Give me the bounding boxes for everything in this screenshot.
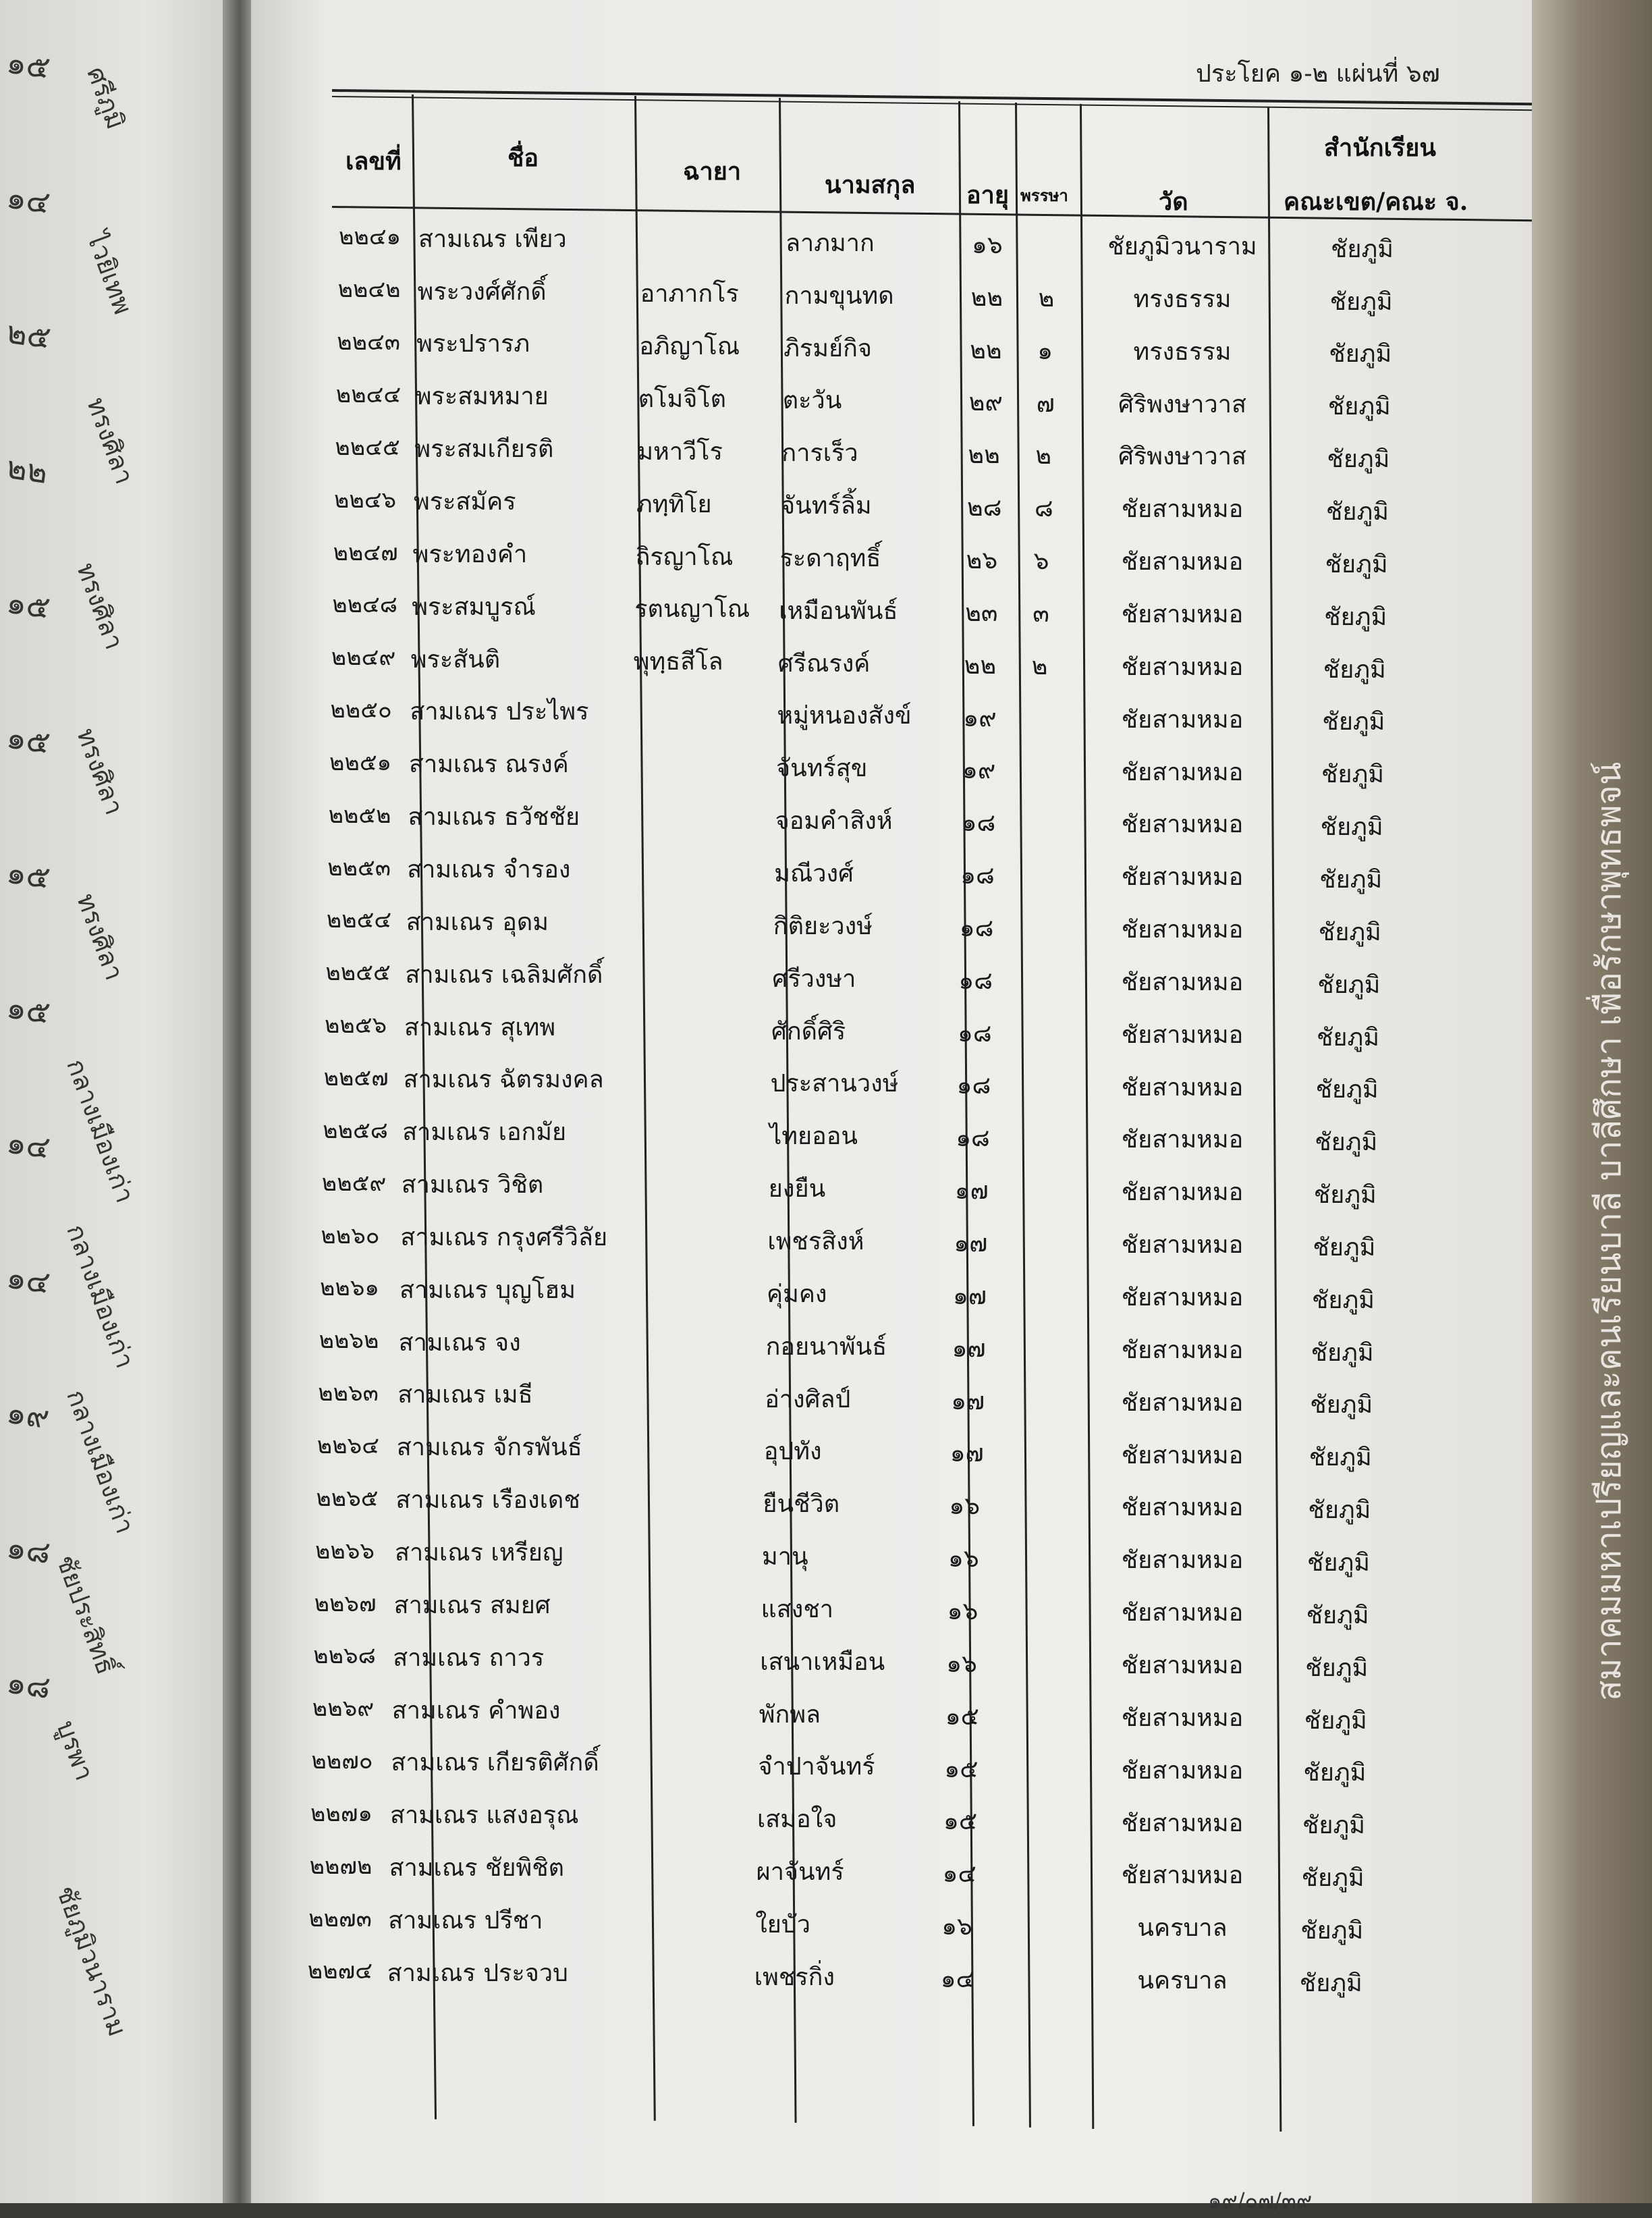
cell-surname: ศักดิ์ศิริ — [771, 1017, 846, 1046]
left-page-word: ชัยภูมิวนาราม — [51, 1882, 133, 2040]
cell-office: ชัยภูมิ — [1315, 1129, 1378, 1157]
cell-alias: อาภากโร — [640, 280, 739, 308]
cell-no: ๒๒๖๔ — [316, 1432, 379, 1459]
cell-name: สามเณร เมธี — [397, 1381, 533, 1409]
cell-age: ๑๘ — [956, 1125, 990, 1153]
cell-name: สามเณร ประจวบ — [387, 1959, 568, 1987]
cell-office: ชัยภูมิ — [1329, 288, 1393, 316]
cell-office: ชัยภูมิ — [1325, 550, 1388, 578]
cell-surname: หมู่หนองสังข์ — [777, 702, 912, 730]
cell-no: ๒๒๕๙ — [321, 1169, 387, 1197]
cell-name: พระปรารภ — [416, 330, 530, 358]
left-page-number: ๑๕ — [4, 718, 53, 761]
cell-no: ๒๒๗๐ — [311, 1748, 373, 1775]
cell-office: ชัยภูมิ — [1319, 865, 1383, 894]
header-name: ชื่อ — [507, 144, 539, 172]
cell-temple: ชัยสามหมอ — [1121, 1809, 1244, 1837]
cell-alias: มหาวีโร — [637, 437, 723, 466]
cell-surname: ระดาฤทธิ์ — [779, 544, 881, 572]
cell-name: พระสมบูรณ์ — [412, 593, 536, 621]
cell-age: ๑๘ — [959, 914, 994, 942]
cell-office: ชัยภูมิ — [1304, 1706, 1367, 1735]
left-facing-page — [0, 0, 243, 2203]
cell-name: สามเณร กรุงศรีวิลัย — [400, 1223, 608, 1251]
cell-name: สามเณร เกียรติศักดิ์ — [391, 1749, 599, 1777]
cell-surname: เหมือนพันธ์ — [779, 597, 898, 625]
cell-no: ๒๒๕๘ — [323, 1116, 388, 1144]
cell-age: ๑๗ — [953, 1282, 987, 1310]
cell-no: ๒๒๔๒ — [337, 276, 401, 304]
cell-surname: ใยบัว — [755, 1911, 810, 1939]
cell-office: ชัยภูมิ — [1329, 340, 1392, 369]
cell-surname: คุ่มคง — [767, 1280, 827, 1308]
cell-surname: เสนาเหมือน — [760, 1648, 885, 1676]
cell-surname: จอมคำสิงห์ — [775, 807, 893, 836]
cell-surname: กอยนาพันธ์ — [765, 1332, 887, 1361]
cell-age: ๑๘ — [961, 809, 996, 838]
cell-name: สามเณร เหรียญ — [395, 1539, 563, 1567]
cell-vassa: ๑ — [1037, 337, 1053, 365]
cell-surname: กามขุนทด — [784, 281, 894, 310]
cell-office: ชัยภูมิ — [1308, 1496, 1371, 1525]
cell-surname: จันทร์ลิ้ม — [781, 492, 872, 520]
cell-no: ๒๒๕๑ — [329, 749, 392, 776]
cell-office: ชัยภูมิ — [1303, 1759, 1367, 1787]
cell-office: ชัยภูมิ — [1313, 1233, 1376, 1262]
page-header: ประโยค ๑-๒ แผ่นที่ ๖๗ — [1196, 60, 1440, 88]
left-page-number: ๑๔ — [4, 1258, 53, 1301]
cell-age: ๒๒ — [968, 441, 1000, 470]
cell-no: ๒๒๖๘ — [313, 1642, 376, 1670]
cell-office: ชัยภูมิ — [1300, 1916, 1364, 1945]
header-surname: นามสกุล — [825, 171, 916, 199]
header-age: อายุ — [966, 181, 1009, 209]
cell-name: สามเณร บุญโฮม — [400, 1276, 576, 1304]
cell-surname: จันทร์สุข — [776, 755, 868, 783]
cell-name: สามเณร เพียว — [418, 225, 567, 253]
col-sep-5 — [1015, 103, 1031, 2128]
cell-no: ๒๒๔๗ — [333, 539, 398, 566]
cell-temple: ชัยสามหมอ — [1121, 1441, 1244, 1469]
cell-no: ๒๒๕๓ — [327, 854, 391, 882]
cell-no: ๒๒๕๖ — [325, 1012, 387, 1039]
cell-no: ๒๒๖๗ — [314, 1590, 377, 1617]
cell-surname: กิติยะวงษ์ — [773, 912, 873, 940]
left-page-word: ทรงศิลา — [71, 559, 130, 653]
cell-surname: ผาจันทร์ — [756, 1858, 844, 1887]
cell-temple: ทรงธรรม — [1133, 285, 1232, 313]
cell-age: ๑๗ — [949, 1440, 984, 1468]
left-page-word: บูรพา — [51, 1716, 100, 1785]
cell-temple: ศิริพงษาวาส — [1118, 443, 1246, 471]
cell-no: ๒๒๕๐ — [330, 697, 392, 724]
cell-surname: เพชรกิ่ง — [754, 1963, 835, 1991]
cell-office: ชัยภูมิ — [1307, 1549, 1370, 1577]
cell-surname: ภิรมย์กิจ — [783, 334, 872, 362]
cell-age: ๑๔ — [942, 1860, 976, 1889]
cell-temple: ชัยสามหมอ — [1121, 1179, 1244, 1207]
cell-office: ชัยภูมิ — [1311, 1338, 1374, 1367]
cell-temple: ชัยสามหมอ — [1121, 1704, 1244, 1732]
cell-age: ๒๓ — [965, 599, 998, 627]
cell-office: ชัยภูมิ — [1321, 761, 1384, 789]
cell-surname: ตะวัน — [782, 387, 842, 415]
cell-surname: จำปาจันทร์ — [758, 1753, 875, 1781]
cell-temple: ชัยสามหมอ — [1121, 1021, 1244, 1049]
candidate-table — [251, 0, 1533, 2203]
cell-surname: ศรีณรงค์ — [777, 649, 871, 678]
left-page-number: ๒๕ — [4, 313, 53, 356]
cell-alias: ตโมจิโต — [638, 385, 727, 413]
cell-no: ๒๒๗๒ — [309, 1852, 373, 1880]
cell-age: ๑๖ — [949, 1492, 981, 1521]
cell-temple: ชัยสามหมอ — [1121, 968, 1244, 996]
cell-vassa: ๘ — [1035, 495, 1053, 523]
cell-vassa: ๗ — [1036, 389, 1055, 418]
left-page-word: กลางเมืองเก่า — [61, 1220, 140, 1372]
page-footer-partial: ๑๙/๐๗/๓๙ — [1208, 2188, 1313, 2213]
cell-temple: ชัยสามหมอ — [1121, 758, 1244, 786]
cell-age: ๑๗ — [954, 1177, 989, 1206]
cell-no: ๒๒๖๐ — [321, 1222, 380, 1249]
cell-age: ๑๗ — [954, 1230, 988, 1258]
cell-no: ๒๒๔๘ — [332, 591, 397, 619]
cell-office: ชัยภูมิ — [1312, 1286, 1375, 1314]
cell-temple: ชัยสามหมอ — [1121, 548, 1244, 576]
cell-no: ๒๒๖๑ — [320, 1274, 379, 1302]
cell-temple: นครบาล — [1137, 1967, 1228, 1995]
cell-temple: ชัยสามหมอ — [1121, 863, 1244, 892]
left-page-number: ๑๔ — [4, 1123, 53, 1166]
cell-temple: ชัยสามหมอ — [1121, 1756, 1244, 1785]
cell-age: ๒๙ — [968, 389, 1003, 417]
cell-no: ๒๒๖๙ — [312, 1695, 375, 1723]
cell-no: ๒๒๕๗ — [323, 1064, 389, 1092]
left-page-word: ศรีภูมิ — [81, 63, 131, 134]
cell-vassa: ๓ — [1032, 599, 1049, 628]
cell-no: ๒๒๔๑ — [339, 223, 402, 251]
cell-temple: นครบาล — [1137, 1914, 1228, 1943]
cell-temple: ชัยสามหมอ — [1121, 1336, 1244, 1364]
cell-temple: ชัยสามหมอ — [1121, 1388, 1244, 1417]
cell-no: ๒๒๗๑ — [310, 1800, 373, 1827]
cell-temple: ชัยสามหมอ — [1121, 811, 1244, 839]
cell-temple: ชัยสามหมอ — [1121, 1862, 1244, 1890]
cell-surname: อ่างศิลป์ — [765, 1385, 851, 1413]
cell-office: ชัยภูมิ — [1309, 1444, 1372, 1472]
cell-name: สามเณร สุเทพ — [404, 1013, 556, 1042]
cell-office: ชัยภูมิ — [1299, 1969, 1362, 1997]
cell-alias: ภทฺทิโย — [636, 490, 712, 518]
main-page — [251, 0, 1533, 2203]
cell-name: สามเณร จักรพันธ์ — [396, 1434, 582, 1462]
cell-surname: เสมอใจ — [757, 1806, 837, 1834]
left-page-word: ทรงศิลา — [71, 724, 130, 819]
cell-office: ชัยภูมิ — [1320, 813, 1383, 842]
cell-temple: ชัยสามหมอ — [1121, 1284, 1244, 1311]
cell-name: พระสมัคร — [414, 488, 516, 516]
header-alias: ฉายา — [683, 157, 742, 186]
cell-surname: พักพล — [759, 1700, 821, 1729]
left-page-number: ๑๕ — [4, 988, 53, 1031]
cell-no: ๒๒๗๓ — [308, 1905, 372, 1932]
cell-age: ๒๒ — [970, 283, 1003, 312]
cell-name: พระสมหมาย — [415, 383, 549, 411]
cell-office: ชัยภูมิ — [1305, 1654, 1369, 1682]
left-page-word: ไวยิเทพ — [81, 228, 138, 319]
cell-no: ๒๒๕๕ — [325, 959, 391, 987]
cell-temple: ชัยสามหมอ — [1121, 653, 1244, 681]
cell-age: ๑๗ — [952, 1334, 986, 1363]
left-page-word: ทรงศิลา — [71, 890, 130, 984]
cell-surname: แสงชา — [761, 1595, 833, 1623]
cell-office: ชัยภูมิ — [1315, 1076, 1379, 1104]
cell-temple: ชัยภูมิวนาราม — [1107, 233, 1257, 261]
cell-age: ๑๖ — [948, 1545, 979, 1573]
header-no: เลขที่ — [346, 147, 402, 175]
cell-surname: เพชรสิงห์ — [767, 1227, 864, 1255]
header-office-line1: สำนักเรียน — [1324, 134, 1436, 162]
cell-age: ๑๘ — [958, 1019, 992, 1048]
cell-alias: รตนญาโณ — [634, 595, 750, 624]
cell-name: พระสมเกียรติ — [414, 435, 554, 464]
cell-name: สามเณร เรืองเดช — [395, 1486, 580, 1515]
col-sep-6 — [1080, 104, 1094, 2129]
cell-age: ๑๕ — [943, 1808, 978, 1836]
cell-no: ๒๒๔๔ — [335, 381, 402, 408]
left-page-word: กลางเมืองเก่า — [61, 1386, 140, 1538]
cell-office: ชัยภูมิ — [1323, 655, 1386, 684]
cell-office: ชัยภูมิ — [1327, 445, 1390, 474]
cell-no: ๒๒๔๖ — [334, 486, 397, 514]
cell-temple: ชัยสามหมอ — [1121, 1231, 1244, 1260]
cell-age: ๑๖ — [941, 1913, 972, 1941]
cell-temple: ศิริพงษาวาส — [1118, 390, 1246, 418]
cell-surname: ไทยออน — [769, 1122, 858, 1151]
cell-vassa: ๒ — [1031, 652, 1048, 680]
cell-name: สามเณร ธวัชชัย — [408, 803, 580, 832]
cell-temple: ชัยสามหมอ — [1121, 1599, 1244, 1627]
cell-name: สามเณร ณรงค์ — [409, 751, 569, 779]
cell-alias: อภิญาโณ — [639, 333, 740, 361]
cell-office: ชัยภูมิ — [1317, 1023, 1379, 1052]
cell-age: ๒๒ — [964, 651, 997, 680]
cell-temple: ชัยสามหมอ — [1121, 916, 1244, 944]
cell-no: ๒๒๖๖ — [315, 1537, 375, 1565]
cell-age: ๑๖ — [972, 231, 1003, 259]
left-page-number: ๑๕ — [4, 43, 53, 86]
cell-office: ชัยภูมิ — [1306, 1601, 1369, 1629]
cell-age: ๑๗ — [951, 1387, 985, 1415]
header-office-line2: คณะเขต/คณะ จ. — [1284, 188, 1468, 216]
cell-age: ๒๘ — [967, 494, 1002, 522]
cell-no: ๒๒๔๕ — [335, 433, 400, 461]
cell-temple: ชัยสามหมอ — [1121, 1546, 1244, 1575]
col-sep-7 — [1267, 107, 1282, 2132]
cell-temple: ชัยสามหมอ — [1121, 1073, 1244, 1102]
left-page-word: กลางเมืองเก่า — [61, 1055, 140, 1207]
cell-age: ๑๔ — [940, 1965, 974, 1993]
cell-age: ๑๘ — [958, 967, 993, 995]
cell-age: ๑๙ — [962, 757, 996, 785]
cell-age: ๒๖ — [966, 546, 998, 574]
cell-name: สามเณร วิชิต — [401, 1171, 544, 1199]
cell-name: สามเณร แสงอรุณ — [390, 1802, 579, 1830]
cell-name: สามเณร เอกมัย — [402, 1118, 567, 1147]
left-page-word: ทรงศิลา — [81, 394, 140, 488]
cell-no: ๒๒๔๙ — [331, 644, 396, 672]
cell-surname: ยืนชีวิต — [763, 1490, 840, 1519]
cell-name: สามเณร ฉัตรมงคล — [403, 1066, 604, 1094]
cell-no: ๒๒๖๒ — [319, 1327, 379, 1355]
cell-age: ๑๙ — [963, 704, 997, 732]
cell-name: สามเณร ชัยพิชิต — [389, 1854, 565, 1883]
cell-age: ๑๖ — [946, 1650, 977, 1678]
cell-office: ชัยภูมิ — [1301, 1864, 1365, 1893]
cell-office: ชัยภูมิ — [1322, 708, 1385, 736]
cell-temple: ชัยสามหมอ — [1121, 1126, 1244, 1154]
cell-name: สามเณร ถาวร — [393, 1644, 545, 1672]
cell-name: สามเณร จำรอง — [407, 855, 571, 884]
cell-name: สามเณร ประไพร — [410, 698, 589, 726]
cell-office: ชัยภูมิ — [1327, 393, 1391, 421]
cell-age: ๑๖ — [947, 1597, 979, 1625]
left-page-word: ชัยประสิทธิ์ — [51, 1551, 121, 1679]
left-page-number: ๑๕ — [4, 583, 53, 626]
cell-age: ๒๒ — [970, 336, 1002, 364]
cell-temple: ทรงธรรม — [1133, 337, 1232, 366]
cell-no: ๒๒๗๔ — [307, 1957, 373, 1985]
watermark-text: สมาคมมหาเปรียญและคนเรียนบาลี บาลีศึกษา เพื่อรักษาพุทธพจน์ — [1589, 761, 1628, 1701]
header-temple: วัด — [1159, 188, 1188, 216]
cell-name: พระวงศ์ศักดิ์ — [417, 277, 547, 306]
left-page-number: ๑๔ — [4, 178, 53, 221]
cell-age: ๑๘ — [956, 1072, 991, 1100]
left-page-number: ๒๒ — [4, 449, 51, 491]
cell-surname: ประสานวงษ์ — [770, 1070, 899, 1098]
cell-name: สามเณร ปรีชา — [388, 1906, 543, 1935]
cell-surname: อุปทัง — [763, 1438, 822, 1466]
cell-name: สามเณร เฉลิมศักดิ์ — [405, 961, 603, 989]
left-page-number: ๑๙ — [4, 1393, 52, 1436]
cell-office: ชัยภูมิ — [1317, 971, 1381, 999]
cell-office: ชัยภูมิ — [1310, 1391, 1373, 1419]
cell-vassa: ๒ — [1035, 442, 1052, 470]
cell-temple: ชัยสามหมอ — [1121, 1494, 1244, 1522]
cell-office: ชัยภูมิ — [1331, 235, 1394, 263]
cell-office: ชัยภูมิ — [1326, 498, 1389, 526]
left-page-number: ๑๘ — [4, 1663, 53, 1706]
cell-no: ๒๒๔๓ — [337, 329, 400, 356]
cell-surname: มณีวงศ์ — [774, 860, 854, 888]
cell-surname: มานุ — [762, 1543, 808, 1571]
cell-no: ๒๒๕๒ — [328, 801, 391, 829]
cell-office: ชัยภูมิ — [1302, 1812, 1365, 1840]
cell-surname: ยงยืน — [768, 1175, 826, 1203]
cell-name: สามเณร อุดม — [406, 908, 549, 936]
header-vassa: พรรษา — [1020, 186, 1068, 205]
cell-name: พระทองคำ — [412, 540, 528, 568]
cell-surname: ลาภมาก — [786, 229, 875, 257]
cell-name: พระสันติ — [410, 645, 501, 674]
cell-name: สามเณร สมยศ — [393, 1591, 551, 1619]
cell-alias: พุทฺธสีโล — [633, 648, 723, 676]
cell-temple: ชัยสามหมอ — [1121, 600, 1244, 628]
cell-surname: การเร็ว — [781, 439, 858, 468]
cell-no: ๒๒๖๓ — [318, 1380, 379, 1407]
cell-surname: ศรีวงษา — [772, 965, 856, 993]
cell-temple: ชัยสามหมอ — [1121, 1651, 1244, 1679]
cell-age: ๑๕ — [945, 1702, 979, 1731]
cell-name: สามเณร จง — [398, 1328, 521, 1357]
cell-no: ๒๒๕๔ — [326, 907, 392, 934]
cell-temple: ชัยสามหมอ — [1121, 495, 1244, 524]
cell-office: ชัยภูมิ — [1313, 1181, 1377, 1210]
cell-office: ชัยภูมิ — [1318, 918, 1381, 946]
left-page-number: ๑๘ — [4, 1528, 53, 1571]
cell-office: ชัยภูมิ — [1324, 603, 1387, 631]
cell-age: ๑๕ — [944, 1755, 979, 1783]
cell-age: ๑๘ — [960, 862, 995, 890]
left-page-number: ๑๕ — [4, 853, 53, 896]
cell-temple: ชัยสามหมอ — [1121, 705, 1244, 734]
cell-vassa: ๖ — [1033, 547, 1049, 576]
cell-vassa: ๒ — [1038, 284, 1055, 313]
cell-name: สามเณร คำพอง — [391, 1696, 561, 1725]
cell-alias: ถิรญาโณ — [635, 543, 734, 571]
cell-no: ๒๒๖๕ — [316, 1484, 379, 1512]
